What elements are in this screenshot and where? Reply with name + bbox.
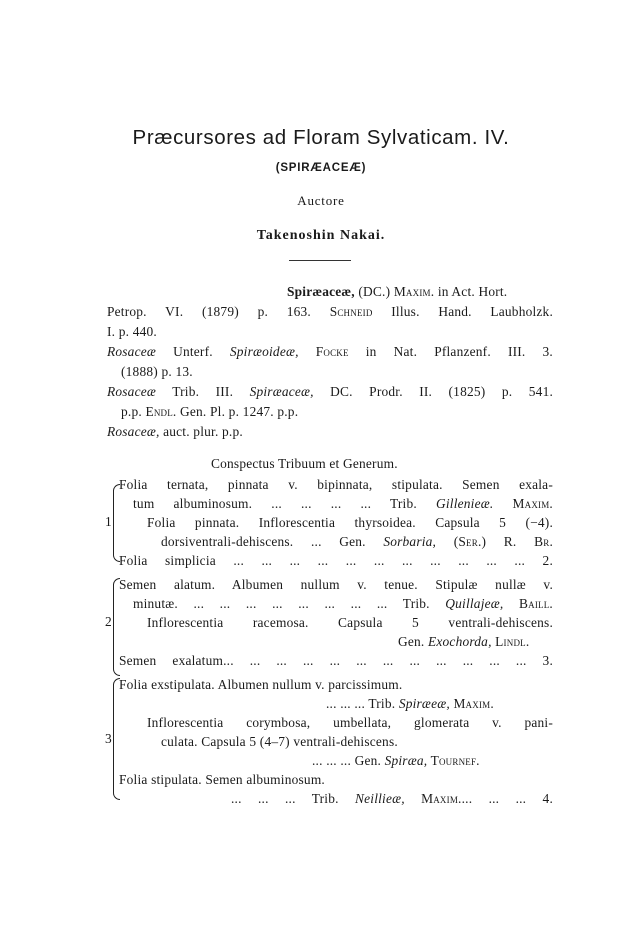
key-3a: Folia exstipulata. Albumen nullum v. parcissimum. <box>119 677 403 692</box>
key-2a: Semen alatum. Albumen nullum v. tenue. Stipulæ nullæ v. <box>119 577 553 592</box>
intro-line-1: Spiræaceæ, (DC.) Maxim. in Act. Hort. <box>287 284 508 299</box>
bracket-1 <box>113 490 114 554</box>
title-rule <box>289 260 351 261</box>
intro-line-5: (1888) p. 13. <box>121 364 193 379</box>
intro-line-2: Petrop. VI. (1879) p. 163. Schneid Illus. Hand. Laubholzk. <box>107 304 554 319</box>
intro-line-4: Rosaceæ Unterf. Spiræoideæ, Focke in Nat. Pflanzenf. III. 3. <box>107 344 553 359</box>
key-2b: minutæ. ... ... ... ... ... ... ... ... Trib. Quillajeæ, Baill. <box>133 596 553 611</box>
author-name: Takenoshin Nakai. <box>256 228 386 243</box>
intro-line-7: p.p. Endl. Gen. Pl. p. 1247. p.p. <box>121 404 299 419</box>
key-3b: ... ... ... Trib. Spiræeæ, Maxim. <box>326 696 494 711</box>
conspectus-heading: Conspectus Tribuum et Generum. <box>211 456 398 471</box>
key-1a: Folia ternata, pinnata v. bipinnata, stipulata. Semen exala- <box>119 477 553 492</box>
intro-line-8: Rosaceæ, auct. plur. p.p. <box>107 424 243 439</box>
key-number-1: 1 <box>105 514 112 529</box>
key-3d: culata. Capsula 5 (4–7) ventrali-dehiscens. <box>161 734 398 749</box>
intro-line-3: I. p. 440. <box>107 324 157 339</box>
auctore-label: Auctore <box>297 193 345 208</box>
family-name: Spiræaceæ, <box>287 284 355 299</box>
family-subtitle: (SPIRÆACEÆ) <box>275 162 367 174</box>
bracket-2 <box>113 584 114 668</box>
key-3g: ... ... ... Trib. Neillieæ, Maxim.... ... ... 4. <box>231 791 553 806</box>
key-3f: Folia stipulata. Semen albuminosum. <box>119 772 325 787</box>
key-2e: Semen exalatum... ... ... ... ... ... ... ... ... ... ... ... 3. <box>119 653 553 668</box>
key-number-3: 3 <box>105 731 112 746</box>
key-number-2: 2 <box>105 614 112 629</box>
key-3c: Inflorescentia corymbosa, umbellata, glomerata v. pani- <box>147 715 553 730</box>
key-2c: Inflorescentia racemosa. Capsula 5 ventrali-dehiscens. <box>147 615 553 630</box>
page-title: Præcursores ad Floram Sylvaticam. IV. <box>132 126 510 149</box>
key-3e: ... ... ... Gen. Spiræa, Tournef. <box>312 753 480 768</box>
key-1b: tum albuminosum. ... ... ... ... Trib. Gillenieæ. Maxim. <box>133 496 553 511</box>
intro-line-6: Rosaceæ Trib. III. Spiræaceæ, DC. Prodr. II. (1825) p. 541. <box>107 384 554 399</box>
key-2d: Gen. Exochorda, Lindl. <box>398 634 530 649</box>
key-1d: dorsiventrali-dehiscens. ... Gen. Sorbaria, (Ser.) R. Br. <box>161 534 553 549</box>
bracket-3 <box>113 684 114 792</box>
author-abbrev: Maxim. <box>393 284 435 299</box>
bracket-3-bottom <box>113 791 120 800</box>
key-1c: Folia pinnata. Inflorescentia thyrsoidea. Capsula 5 (−4). <box>147 515 553 530</box>
key-1e: Folia simplicia ... ... ... ... ... ... ... ... ... ... ... 2. <box>119 553 553 568</box>
